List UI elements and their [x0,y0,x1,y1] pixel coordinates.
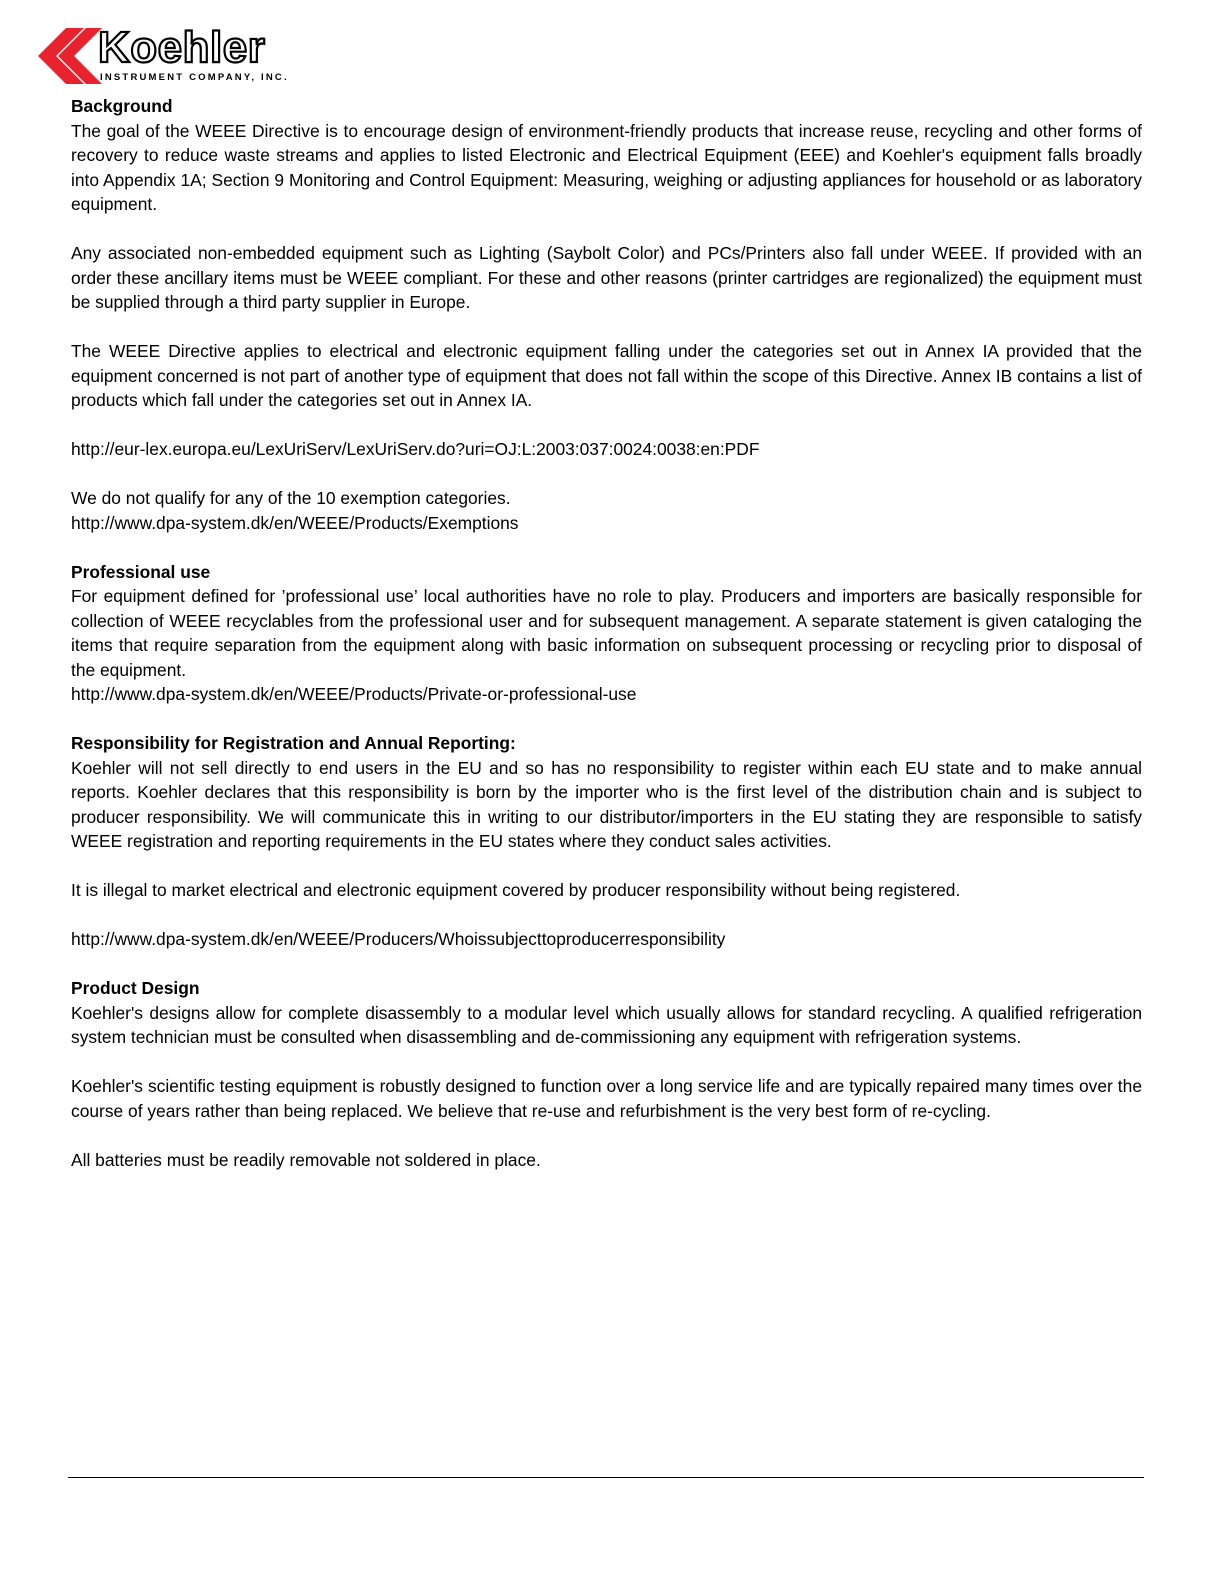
responsibility-paragraph-1: Koehler will not sell directly to end users in the EU and so has no responsibility to register within each EU state and to make annual reports. Koehler declares that this responsibility is born by the importer who is the first level of the distribution chain and is subject to producer responsibility. We will communicate this in writing to our distributor/importers in the EU stating they are responsible to satisfy WEEE registration and reporting requirements in the EU states where they conduct sales activities. [71,757,1142,851]
background-paragraph-1: The goal of the WEEE Directive is to encourage design of environment-friendly products that increase reuse, recycling and other forms of recovery to reduce waste streams and applies to listed Electronic and Electrical Equipment (EEE) and Koehler's equipment falls broadly into Appendix 1A; Section 9 Monitoring and Control Equipment: Measuring, weighing or adjusting appliances for household or as laboratory equipment. [71,120,1142,214]
design-paragraph-2: Koehler's scientific testing equipment is robustly designed to function over a long service life and are typically repaired many times over the course of years rather than being replaced. We believe that re-use and refurbishment is the very best form of re-cycling. [71,1076,1142,1121]
logo-chevron-icon [38,28,102,84]
producer-responsibility-link[interactable]: http://www.dpa-system.dk/en/WEEE/Producers/Whoissubjecttoproducerresponsibility [71,929,726,949]
heading-responsibility: Responsibility for Registration and Annual Reporting: [71,733,516,753]
professional-paragraph: For equipment defined for ’professional use’ local authorities have no role to play. Producers and importers are basically responsible for collection of WEEE recyclables from the professional user and for subsequent management. A separate statement is given cataloging the items that require separation from the equipment along with basic information on subsequent processing or recycling prior to disposal of the equipment. [71,586,1142,680]
logo-subtitle: INSTRUMENT COMPANY, INC. [100,72,289,83]
eur-lex-link[interactable]: http://eur-lex.europa.eu/LexUriServ/LexUriServ.do?uri=OJ:L:2003:037:0024:0038:en:PDF [71,439,760,459]
background-paragraph-3: The WEEE Directive applies to electrical and electronic equipment falling under the categories set out in Annex IA provided that the equipment concerned is not part of another type of equipment that does not fall within the scope of this Directive. Annex IB contains a list of products which fall under the categories set out in Annex IA. [71,341,1142,410]
heading-professional-use: Professional use [71,561,211,582]
logo-wordmark: Koehler [98,23,266,72]
footer-divider [68,1477,1144,1478]
background-paragraph-2: Any associated non-embedded equipment such as Lighting (Saybolt Color) and PCs/Printers also fall under WEEE. If provided with an order these ancillary items must be WEEE compliant. For these and other reasons (printer cartridges are regionalized) the equipment must be supplied through a third party supplier in Europe. [71,243,1142,312]
koehler-logo [38,22,298,84]
heading-product-design: Product Design [71,978,200,998]
design-paragraph-3: All batteries must be readily removable not soldered in place. [71,1149,541,1170]
heading-background: Background [71,96,173,116]
document-body [71,94,1142,1197]
exemption-statement: We do not qualify for any of the 10 exemption categories. [71,488,511,508]
professional-use-link[interactable]: http://www.dpa-system.dk/en/WEEE/Products/Private-or-professional-use [71,684,637,704]
exemptions-link[interactable]: http://www.dpa-system.dk/en/WEEE/Products/Exemptions [71,512,519,533]
responsibility-paragraph-2: It is illegal to market electrical and electronic equipment covered by producer responsibility without being registered. [71,880,961,900]
design-paragraph-1: Koehler's designs allow for complete disassembly to a modular level which usually allows for standard recycling. A qualified refrigeration system technician must be consulted when disassembling and de-commissioning any equipment with refrigeration systems. [71,1002,1142,1047]
